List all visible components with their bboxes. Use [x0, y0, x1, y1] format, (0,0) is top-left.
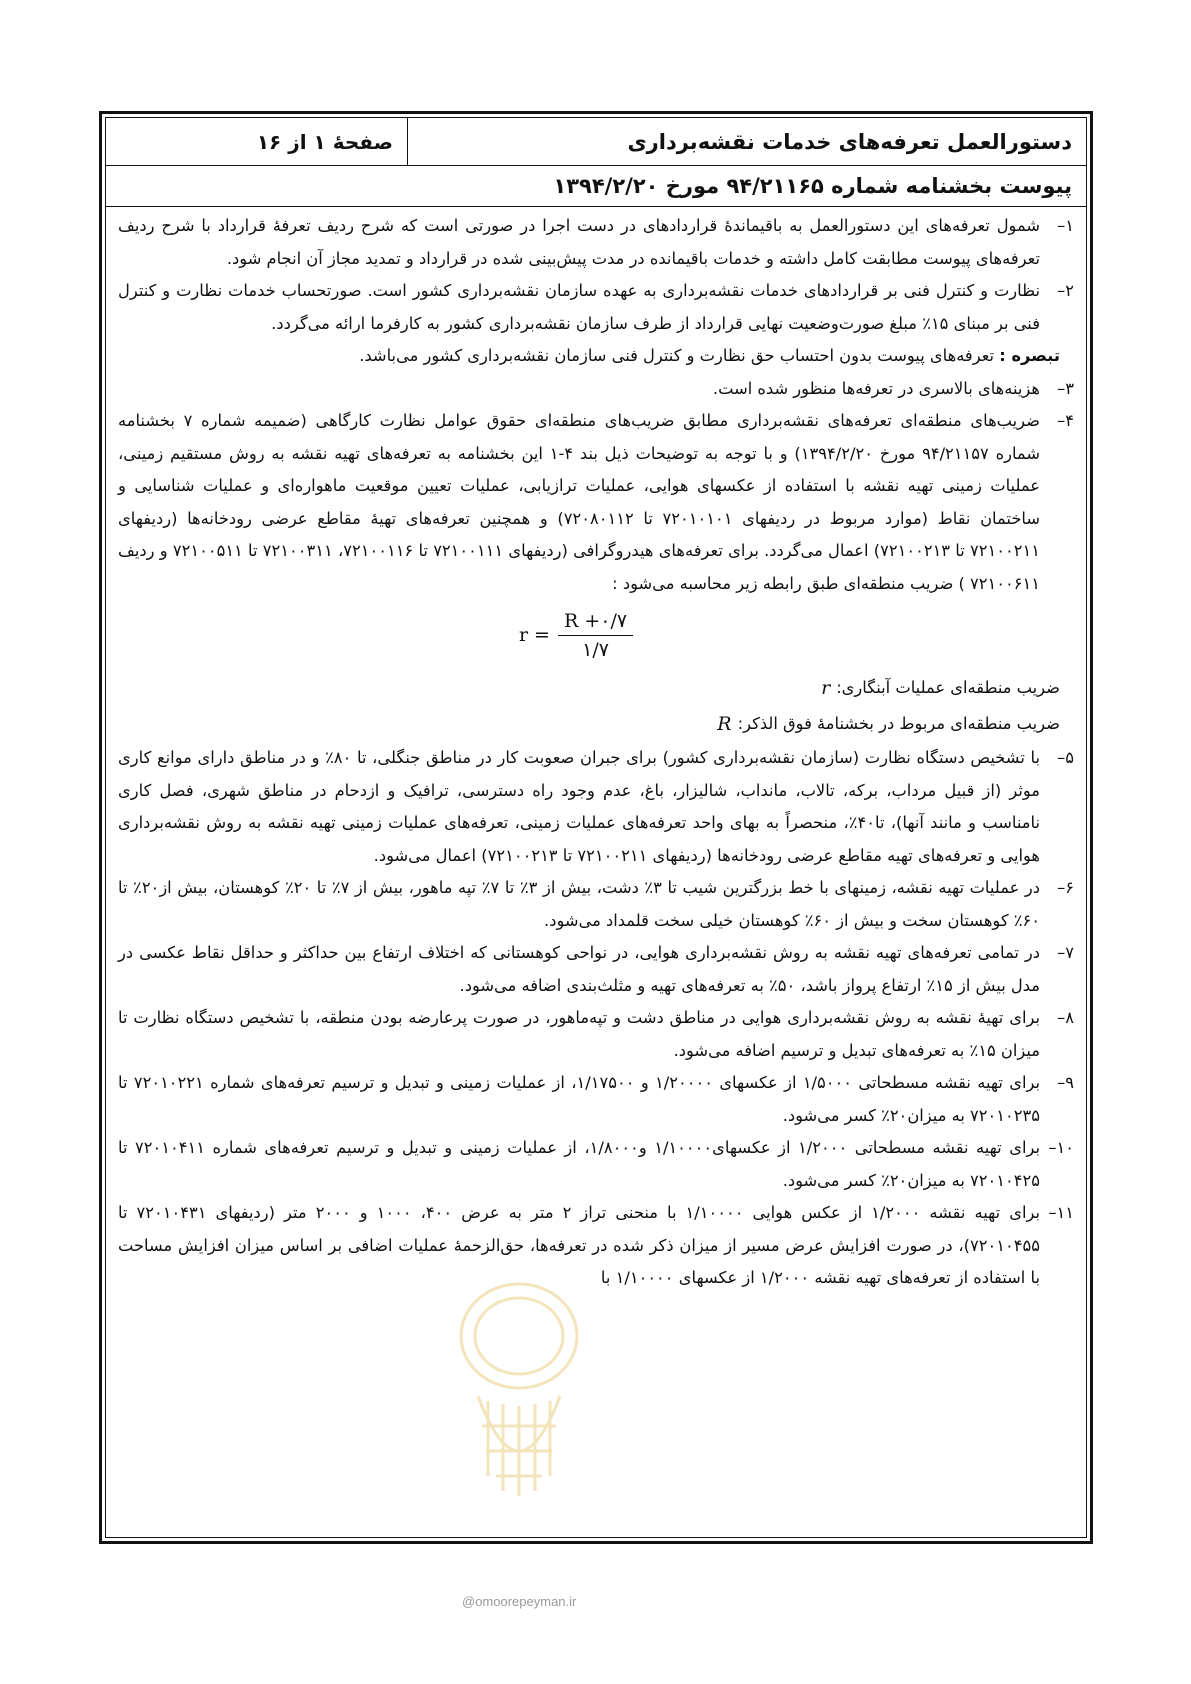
item-number: ۷– [1057, 943, 1074, 962]
header-row [106, 118, 1086, 166]
list-item [118, 1197, 1074, 1295]
item-number: ۹– [1057, 1073, 1074, 1092]
page-number: صفحهٔ ۱ از ۱۶ [106, 118, 408, 165]
item-text: برای تهیه نقشه مسطحاتی ۱/۵۰۰۰ از عکسهای ۱/۲۰۰۰۰ و ۱/۱۷۵۰۰، از عملیات زمینی و تبدیل و ترسیم تعرفه‌های شماره ۷۲۰۱۰۲۲۱ تا ۷۲۰۱۰۲۳۵ به میزان۲۰٪ کسر می‌شود. [118, 1073, 1041, 1125]
item-text: با تشخیص دستگاه نظارت (سازمان نقشه‌برداری کشور) برای جبران صعوبت کار در مناطق جنگلی، تا ۸۰٪ و در مناطق دارای موانع کاری موثر (از قبیل مرداب، برکه، تالاب، مانداب، شالیزار، باغ، عدم وجود راه دسترسی، ترافیک و ازدحام در مناطق شهری، فصل کاری نامناسب و مانند آنها)، تا۴۰٪، منحصراً به بهای واحد تعرفه‌های عملیات زمینی، تعرفه‌های عملیات زمینی تهیه نقشه به روش نقشه‌برداری هوایی و تعرفه‌های تهیه مقاطع عرضی رودخانه‌ها (ردیفهای ۷۲۱۰۰۲۱۱ تا ۷۲۱۰۰۲۱۳) اعمال می‌شود. [118, 748, 1041, 865]
formula-fraction [558, 609, 633, 662]
item-text: برای تهیهٔ نقشه به روش نقشه‌برداری هوایی در مناطق دشت و تپه‌ماهور، در صورت پرعارضه بودن منطقه، با تشخیص دستگاه نظارت تا میزان ۱۵٪ به تعرفه‌های تبدیل و ترسیم اضافه می‌شود. [118, 1008, 1040, 1060]
item-number: ۱– [1057, 216, 1074, 235]
item-number: ۲– [1057, 281, 1074, 300]
item-number: ۱۰– [1048, 1138, 1074, 1157]
item-number: ۸– [1057, 1008, 1074, 1027]
document-frame [99, 111, 1093, 1544]
definition-text: ضریب منطقه‌ای عملیات آبنگاری: [836, 677, 1060, 697]
item-text: ضریب‌های منطقه‌ای تعرفه‌های نقشه‌برداری مطابق ضریب‌های منطقه‌ای حقوق عوامل نظارت کارگاهی (ضمیمه شماره ۷ بخشنامه شماره ۹۴/۲۱۱۵۷ مورخ ۱۳۹۴/۲/۲۰) و با توجه به توضیحات ذیل بند ۴-۱ این بخشنامه به تعرفه‌های تهیه نقشه به روش مستقیم زمینی، عملیات زمینی تهیه نقشه با استفاده از عکسهای هوایی، عملیات ترازیابی، عملیات تعیین موقعیت ماهواره‌ای و عملیات شناسایی و ساختمان نقاط (موارد مربوط در ردیفهای ۷۲۰۱۰۱۰۱ تا ۷۲۰۸۰۱۱۲) و همچنین تعرفه‌های تهیهٔ مقاطع عرضی رودخانه‌ها (ردیفهای ۷۲۱۰۰۲۱۱ تا ۷۲۱۰۰۲۱۳) اعمال می‌گردد. برای تعرفه‌های هیدروگرافی (ردیفهای ۷۲۱۰۰۱۱۱ تا ۷۲۱۰۰۱۱۶، ۷۲۱۰۰۳۱۱ تا ۷۲۱۰۰۵۱۱ و ردیف ۷۲۱۰۰۶۱۱ ) ضریب منطقه‌ای طبق رابطه زیر محاسبه می‌شود : [118, 411, 1041, 593]
item-number: ۴– [1057, 411, 1074, 430]
list-item [118, 275, 1074, 340]
formula-lhs: r = [518, 623, 550, 646]
item-text: شمول تعرفه‌های این دستورالعمل به باقیماندهٔ قراردادهای در دست اجرا در صورتی است که شرح ردیف تعرفهٔ قرارداد با شرح ردیف تعرفه‌های پیوست مطابقت کامل داشته و خدمات باقیمانده در مدت پیش‌بینی شده در قرارداد و تمدید مجاز آن انجام شود. [118, 216, 1040, 268]
note-label: تبصره : [999, 346, 1060, 365]
definition-symbol: R [717, 712, 732, 735]
list-item [118, 872, 1074, 937]
item-text: هزینه‌های بالاسری در تعرفه‌ها منظور شده است. [712, 378, 1040, 398]
document-inner-frame [105, 117, 1087, 1538]
list-item [118, 1067, 1074, 1132]
item-number: ۳– [1057, 378, 1074, 398]
item-text: در تمامی تعرفه‌های تهیه نقشه به روش نقشه‌برداری هوایی، در نواحی کوهستانی که اختلاف ارتفاع بین حداکثر و حداقل نقاط عکسی در مدل بیش از ۱۵٪ ارتفاع پرواز باشد، ۵۰٪ به تعرفه‌های تهیه و مثلث‌بندی اضافه می‌شود. [118, 943, 1040, 995]
definition-symbol: r [821, 676, 831, 699]
list-item [118, 373, 1074, 406]
definition-r [118, 670, 1074, 706]
formula [519, 609, 633, 662]
item-number: ۵– [1057, 748, 1074, 767]
definition-R [118, 706, 1074, 742]
note-text: تعرفه‌های پیوست بدون احتساب حق نظارت و کنترل فنی سازمان نقشه‌برداری کشور می‌باشد. [359, 346, 1000, 365]
list-item [118, 1132, 1074, 1197]
document-body [118, 210, 1074, 1295]
seal-watermark [448, 1276, 590, 1516]
item-text: نظارت و کنترل فنی بر قراردادهای خدمات نقشه‌برداری به عهده سازمان نقشه‌برداری کشور است. صورتحساب خدمات نظارت و کنترل فنی بر مبنای ۱۵٪ مبلغ صورت‌وضعیت نهایی قرارداد از طرف سازمان نقشه‌برداری کشور به کارفرما ارائه می‌گردد. [118, 281, 1040, 333]
document-subtitle: پیوست بخشنامه شماره ۹۴/۲۱۱۶۵ مورخ ۱۳۹۴/۲/۲۰ [106, 166, 1086, 207]
item-text: برای تهیه نقشه ۱/۲۰۰۰ از عکس هوایی ۱/۱۰۰۰۰ با منحنی تراز ۲ متر به عرض ۴۰۰، ۱۰۰۰ و ۲۰۰۰ متر (ردیفهای ۷۲۰۱۰۴۳۱ تا ۷۲۰۱۰۴۵۵)، در صورت افزایش عرض مسیر از میزان ذکر شده در تعرفه‌ها، حق‌الزحمهٔ عملیات اضافی بر اساس میزان افزایش مساحت با استفاده از تعرفه‌های تهیه نقشه ۱/۲۰۰۰ از عکسهای ۱/۱۰۰۰۰ با [118, 1203, 1040, 1287]
watermark-text: @omoorepeyman.ir [462, 1594, 577, 1609]
list-item [118, 742, 1074, 872]
list-item [118, 405, 1074, 600]
note-paragraph [118, 340, 1074, 373]
formula-block [118, 600, 1034, 670]
formula-numerator: R +۰/۷ [558, 609, 633, 636]
list-item [118, 1002, 1074, 1067]
document-title: دستورالعمل تعرفه‌های خدمات نقشه‌برداری [627, 129, 1072, 154]
item-text: برای تهیه نقشه مسطحاتی ۱/۲۰۰۰ از عکسهای۱/۱۰۰۰۰ و۱/۸۰۰۰، از عملیات زمینی و تبدیل و ترسیم تعرفه‌های شماره ۷۲۰۱۰۴۱۱ تا ۷۲۰۱۰۴۲۵ به میزان۲۰٪ کسر می‌شود. [118, 1138, 1040, 1190]
item-text: در عملیات تهیه نقشه، زمینهای با خط بزرگترین شیب تا ۳٪ دشت، بیش از ۳٪ تا ۷٪ تپه ماهور، بیش از ۷٪ تا ۲۰٪ کوهستان، بیش از۲۰٪ تا ۶۰٪ کوهستان سخت و بیش از ۶۰٪ کوهستان خیلی سخت قلمداد می‌شود. [118, 878, 1041, 930]
formula-denominator: ۱/۷ [582, 638, 609, 661]
item-number: ۶– [1057, 878, 1074, 897]
list-item [118, 210, 1074, 275]
list-item [118, 937, 1074, 1002]
item-number: ۱۱– [1048, 1203, 1074, 1222]
definition-text: ضریب منطقه‌ای مربوط در بخشنامهٔ فوق الذکر: [737, 713, 1060, 733]
